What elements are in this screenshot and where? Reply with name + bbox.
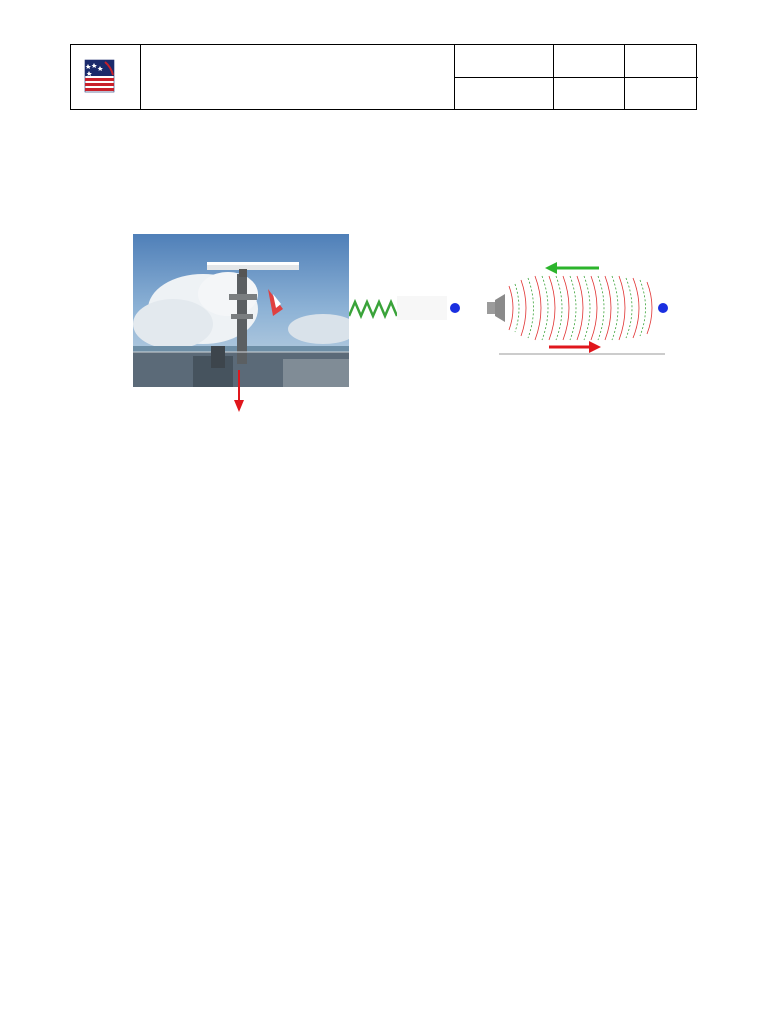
college-logo (71, 45, 140, 109)
page-label-cell (625, 53, 696, 73)
signal-wave-icon (349, 302, 397, 316)
divider (624, 77, 698, 78)
object-dot-icon (658, 303, 668, 313)
document-header (70, 44, 697, 110)
version-cell (554, 45, 624, 77)
chapter-title (141, 45, 454, 109)
sender-receiver-icon (487, 302, 495, 314)
page-number-cell (625, 86, 696, 106)
down-arrow-icon (231, 370, 247, 414)
revision-date-cell (455, 78, 553, 109)
sender-dot-icon (450, 303, 460, 313)
revision-cell (554, 78, 624, 109)
original-date-cell (455, 45, 553, 77)
radar-wave-diagram (349, 258, 669, 368)
logo-emblem-icon (71, 45, 140, 109)
radar-mast-photo (133, 234, 349, 387)
signal-channel (397, 296, 447, 320)
